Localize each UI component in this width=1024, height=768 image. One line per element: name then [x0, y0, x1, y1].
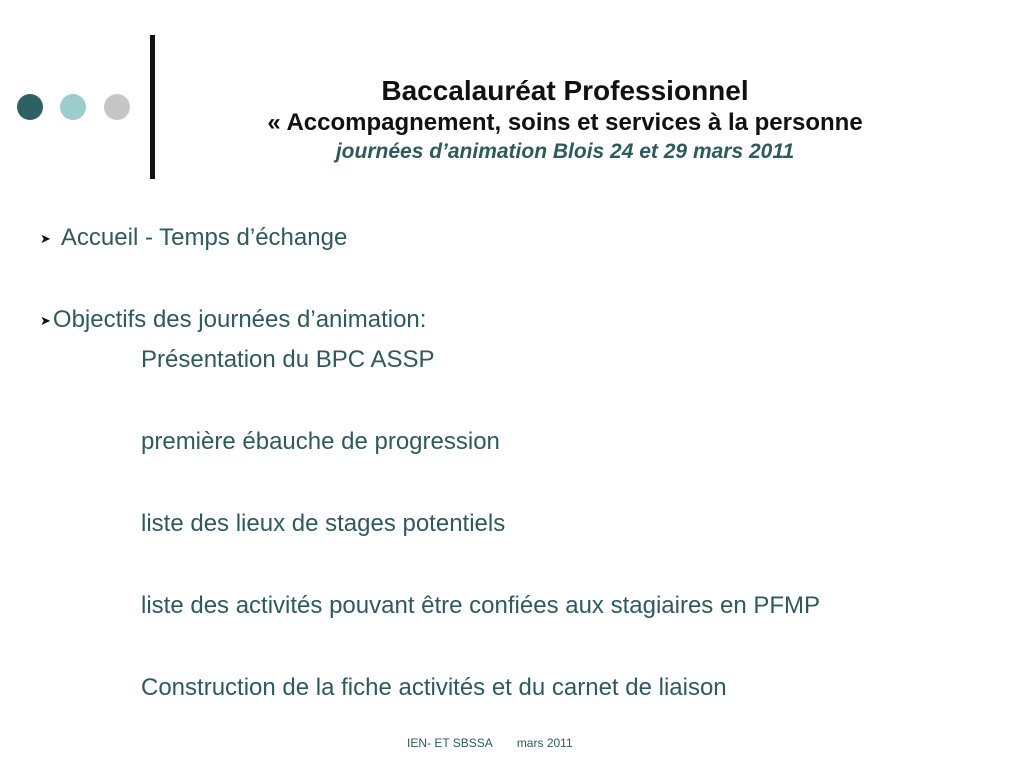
slide-title-line-2: « Accompagnement, soins et services à la personne — [267, 109, 863, 136]
objective-item: Construction de la fiche activités et du carnet de liaison — [141, 674, 727, 701]
bullet-objectifs — [40, 305, 426, 336]
footer-date: mars 2011 — [516, 736, 573, 750]
decorative-dot-light — [60, 94, 86, 120]
slide-title — [160, 74, 970, 166]
arrowhead-bullet-icon: ➤ — [40, 312, 51, 328]
decorative-dot-dark — [17, 94, 43, 120]
slide-title-line-1: Baccalauréat Professionnel — [381, 75, 749, 106]
slide-subtitle: journées d’animation Blois 24 et 29 mars 2011 — [335, 140, 795, 163]
arrowhead-bullet-icon: ➤ — [40, 230, 51, 246]
footer-org: IEN- ET SBSSA — [407, 736, 493, 750]
decorative-dot-grey — [104, 94, 130, 120]
objective-item: liste des activités pouvant être confiées aux stagiaires en PFMP — [141, 592, 821, 619]
slide-footer — [407, 736, 573, 750]
objective-item: liste des lieux de stages potentiels — [141, 510, 506, 537]
bullet-text: Objectifs des journées d’animation: — [52, 306, 427, 333]
objective-item: première ébauche de progression — [141, 428, 500, 455]
bullet-text: Accueil - Temps d’échange — [60, 224, 348, 251]
title-divider-line — [150, 35, 155, 179]
objective-item: Présentation du BPC ASSP — [141, 346, 435, 373]
bullet-accueil — [40, 223, 347, 254]
